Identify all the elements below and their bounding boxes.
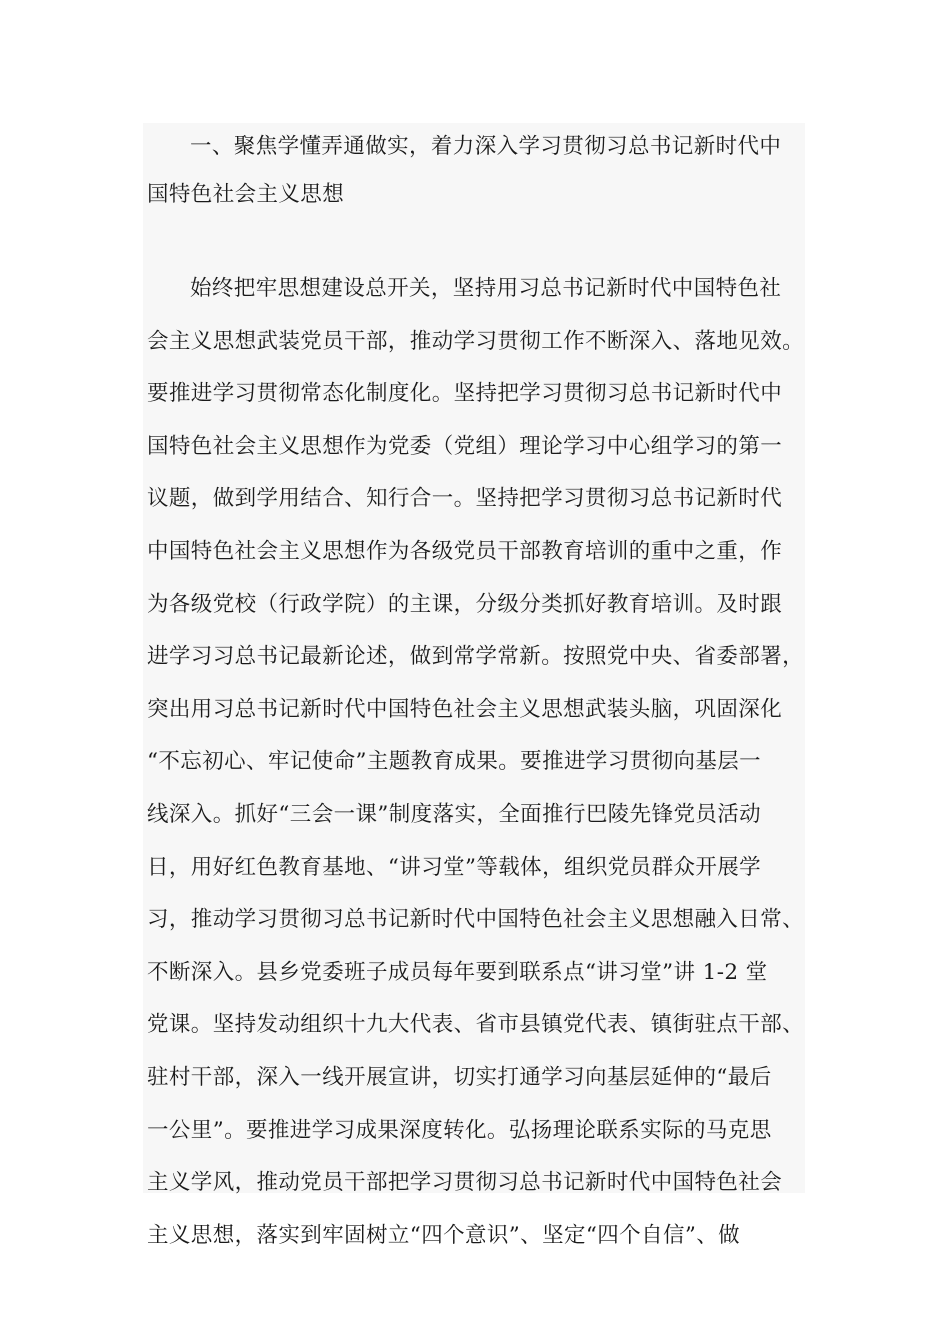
paragraph-gap — [147, 219, 803, 263]
paragraph-line: 党课。坚持发动组织十九大代表、省市县镇党代表、镇街驻点干部、 — [147, 1012, 805, 1038]
paragraph-line: “不忘初心、牢记使命”主题教育成果。要推进学习贯彻向基层一 — [147, 749, 762, 775]
document-text-block — [143, 123, 805, 1248]
paragraph-line: 突出用习总书记新时代中国特色社会主义思想武装头脑，巩固深化 — [147, 696, 783, 722]
paragraph-line: 一公里”。要推进学习成果深度转化。弘扬理论联系实际的马克思 — [147, 1117, 772, 1143]
paragraph-line: 为各级党校（行政学院）的主课，分级分类抓好教育培训。及时跟 — [147, 591, 783, 617]
paragraph-line: 中国特色社会主义思想作为各级党员干部教育培训的重中之重，作 — [147, 538, 783, 564]
paragraph-line: 主义学风，推动党员干部把学习贯彻习总书记新时代中国特色社会 — [147, 1170, 783, 1196]
paragraph-line: 进学习习总书记最新论述，做到常学常新。按照党中央、省委部署， — [147, 644, 805, 670]
paragraph-line: 驻村干部，深入一线开展宣讲，切实打通学习向基层延伸的“最后 — [147, 1064, 772, 1090]
paragraph-line: 会主义思想武装党员干部，推动学习贯彻工作不断深入、落地见效。 — [147, 328, 805, 354]
paragraph-line: 线深入。抓好“三会一课”制度落实，全面推行巴陵先锋党员活动 — [147, 801, 762, 827]
paragraph-line: 日，用好红色教育基地、“讲习堂”等载体，组织党员群众开展学 — [147, 854, 762, 880]
paragraph-line: 议题，做到学用结合、知行合一。坚持把学习贯彻习总书记新时代 — [147, 486, 783, 512]
paragraph-line: 要推进学习贯彻常态化制度化。坚持把学习贯彻习总书记新时代中 — [147, 381, 783, 407]
section-heading-line-2: 国特色社会主义思想 — [147, 182, 345, 207]
paragraph-line: 主义思想，落实到牢固树立“四个意识”、坚定“四个自信”、做 — [147, 1222, 741, 1248]
paragraph-line: 国特色社会主义思想作为党委（党组）理论学习中心组学习的第一 — [147, 433, 783, 459]
section-heading-line-1: 一、聚焦学懂弄通做实，着力深入学习贯彻习总书记新时代中 — [190, 134, 782, 159]
paragraph-line: 习，推动学习贯彻习总书记新时代中国特色社会主义思想融入日常、 — [147, 907, 805, 933]
paragraph-line: 不断深入。县乡党委班子成员每年要到联系点“讲习堂”讲 1-2 堂 — [147, 959, 768, 985]
paragraph-line: 始终把牢思想建设总开关，坚持用习总书记新时代中国特色社 — [190, 276, 782, 301]
